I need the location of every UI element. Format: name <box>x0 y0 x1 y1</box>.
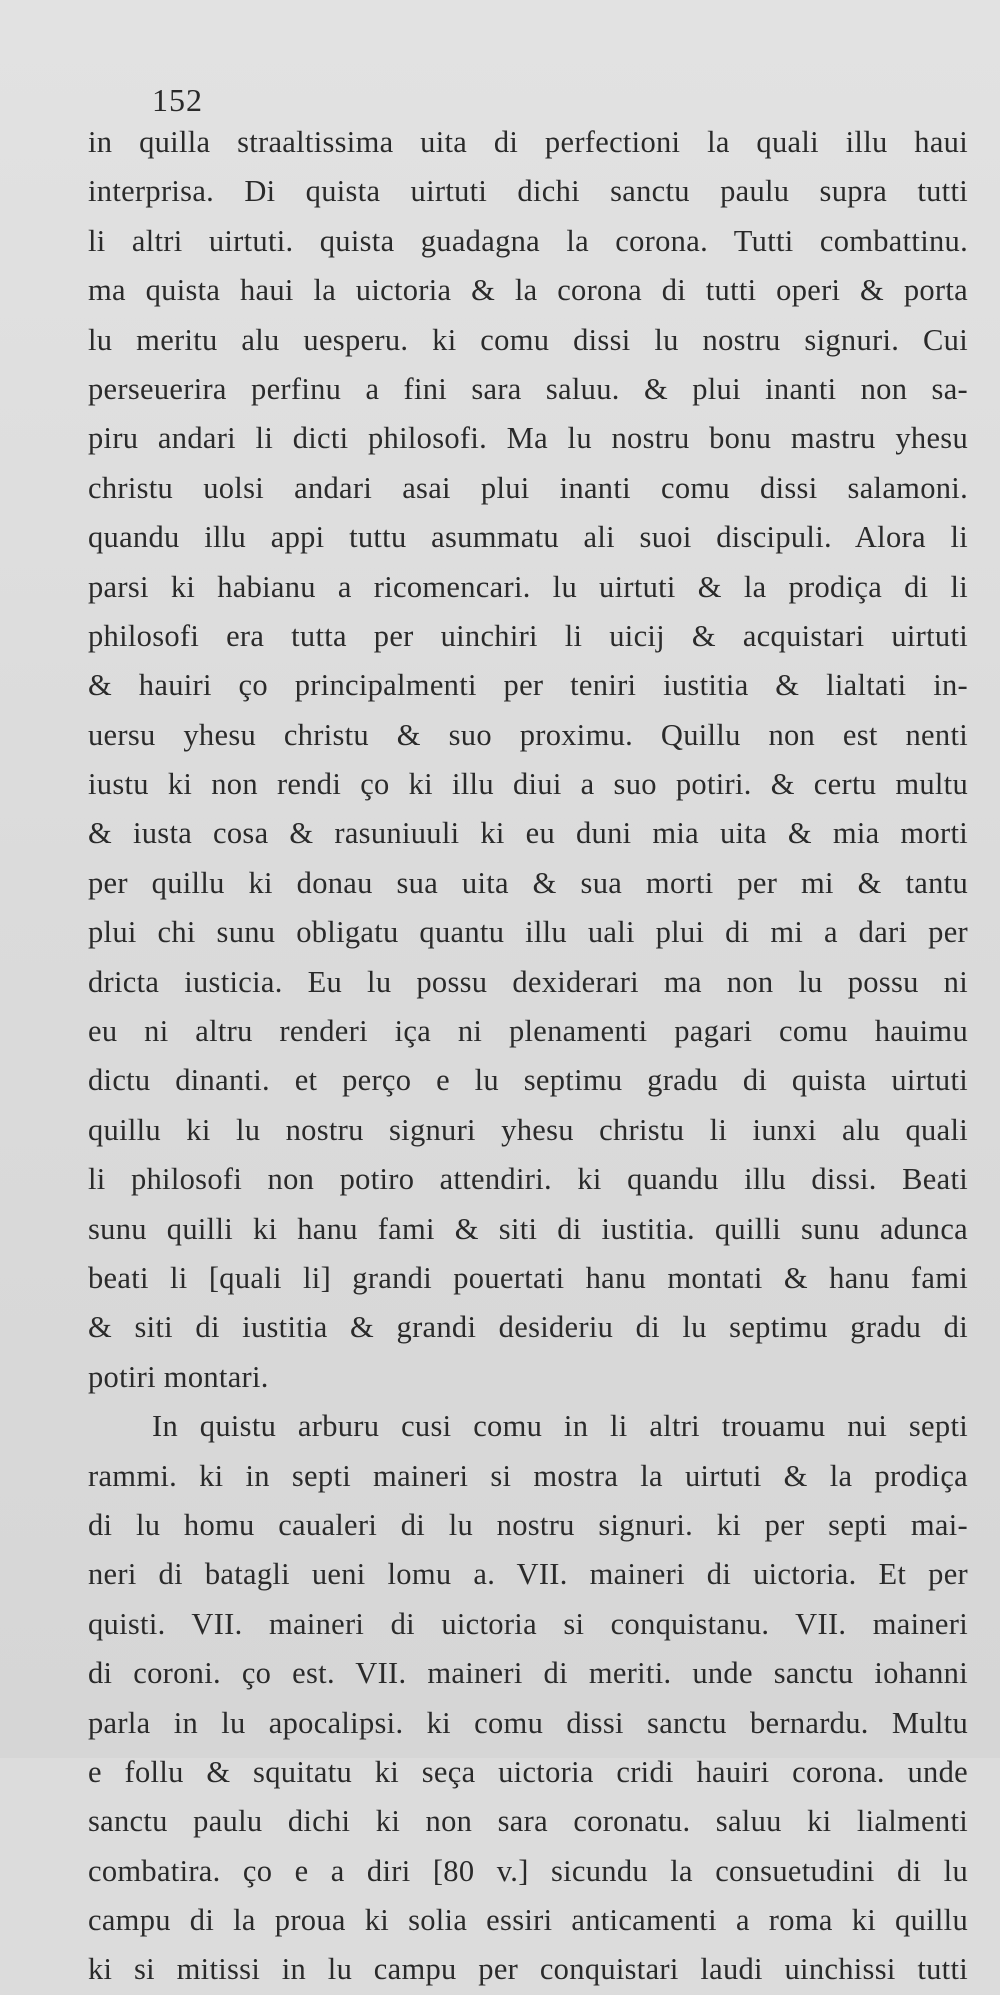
text-line: ma quista haui la uictoria & la corona di tutti operi & porta <box>88 273 968 308</box>
text-line: neri di batagli ueni lomu a. VII. maineri di uictoria. Et per <box>88 1557 968 1592</box>
text-line: uersu yhesu christu & suo proximu. Quillu non est nenti <box>88 717 968 752</box>
text-line: interprisa. Di quista uirtuti dichi sanctu paulu supra tutti <box>88 174 968 209</box>
text-line: quandu illu appi tuttu asummatu ali suoi discipuli. Alora li <box>88 520 968 555</box>
text-line: per quillu ki donau sua uita & sua morti per mi & tantu <box>88 865 968 900</box>
text-line: combatira. ço e a diri [80 v.] sicundu la consuetudini di lu <box>88 1853 968 1888</box>
text-line: sunu quilli ki hanu fami & siti di iustitia. quilli sunu adunca <box>88 1211 968 1246</box>
text-line: & siti di iustitia & grandi desideriu di lu septimu gradu di <box>88 1310 968 1345</box>
text-line: iustu ki non rendi ço ki illu diui a suo potiri. & certu multu <box>88 767 968 802</box>
text-line: li philosofi non potiro attendiri. ki quandu illu dissi. Beati <box>88 1162 968 1197</box>
page-number: 152 <box>152 82 203 118</box>
paragraph-start-line: In quistu arburu cusi comu in li altri trouamu nui septi <box>152 1409 968 1444</box>
text-line: potiri montari. <box>88 1359 269 1394</box>
text-line: campu di la proua ki solia essiri anticamenti a roma ki quillu <box>88 1903 968 1938</box>
text-line: beati li [quali li] grandi pouertati hanu montati & hanu fami <box>88 1260 968 1295</box>
text-line: perseuerira perfinu a fini sara saluu. & plui inanti non sa- <box>88 371 968 406</box>
text-line: quillu ki lu nostru signuri yhesu christu li iunxi alu quali <box>88 1112 968 1147</box>
text-line: dricta iusticia. Eu lu possu dexiderari ma non lu possu ni <box>88 964 968 999</box>
text-line: lu meritu alu uesperu. ki comu dissi lu nostru signuri. Cui <box>88 322 968 357</box>
text-line: parsi ki habianu a ricomencari. lu uirtuti & la prodiça di li <box>88 569 968 604</box>
text-line: di lu homu caualeri di lu nostru signuri. ki per septi mai- <box>88 1507 968 1542</box>
text-line: di coroni. ço est. VII. maineri di meriti. unde sanctu iohanni <box>88 1656 968 1691</box>
text-line: parla in lu apocalipsi. ki comu dissi sanctu bernardu. Multu <box>88 1705 968 1740</box>
body-text <box>88 118 968 1995</box>
text-line: e follu & squitatu ki seça uictoria cridi hauiri corona. unde <box>88 1754 968 1789</box>
text-line: dictu dinanti. et perço e lu septimu gradu di quista uirtuti <box>88 1063 968 1098</box>
text-line: & iusta cosa & rasuniuuli ki eu duni mia uita & mia morti <box>88 816 968 851</box>
text-line: piru andari li dicti philosofi. Ma lu nostru bonu mastru yhesu <box>88 421 968 456</box>
text-line: sanctu paulu dichi ki non sara coronatu. saluu ki lialmenti <box>88 1804 968 1839</box>
text-line: & hauiri ço principalmenti per teniri iustitia & lialtati in- <box>88 668 968 703</box>
text-line: quisti. VII. maineri di uictoria si conquistanu. VII. maineri <box>88 1606 968 1641</box>
text-line: philosofi era tutta per uinchiri li uicij & acquistari uirtuti <box>88 618 968 653</box>
text-line: ki si mitissi in lu campu per conquistari laudi uinchissi tutti <box>88 1952 968 1987</box>
text-line: li altri uirtuti. quista guadagna la corona. Tutti combattinu. <box>88 223 968 258</box>
text-line: christu uolsi andari asai plui inanti comu dissi salamoni. <box>88 470 968 505</box>
text-line: plui chi sunu obligatu quantu illu uali plui di mi a dari per <box>88 915 968 950</box>
text-line: in quilla straaltissima uita di perfectioni la quali illu haui <box>88 125 968 159</box>
text-line: rammi. ki in septi maineri si mostra la uirtuti & la prodiça <box>88 1458 968 1493</box>
text-line: eu ni altru renderi iça ni plenamenti pagari comu hauimu <box>88 1014 968 1049</box>
